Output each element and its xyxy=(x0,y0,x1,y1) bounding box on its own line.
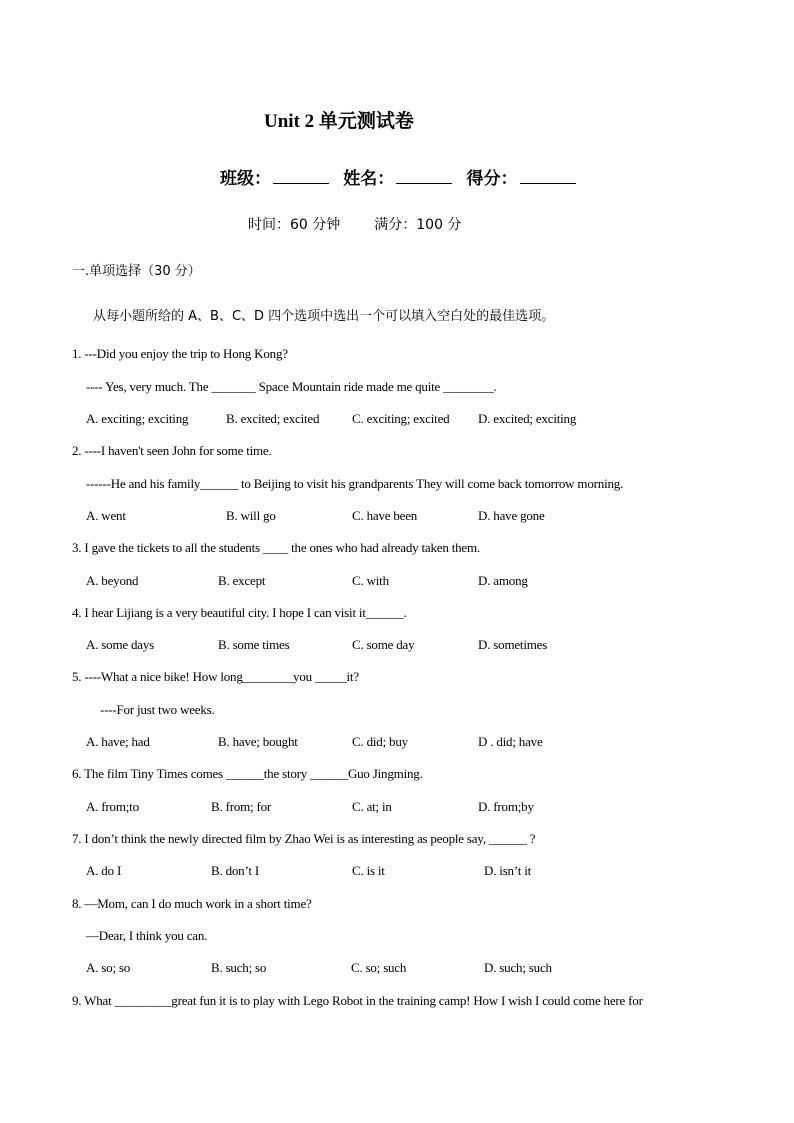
question-3-option-b: B. except xyxy=(218,573,266,588)
question-1-option-d: D. excited; exciting xyxy=(478,411,577,426)
question-8-option-a: A. so; so xyxy=(86,960,131,975)
question-1-option-a: A. exciting; exciting xyxy=(86,411,189,426)
question-2-stem: 2. ----I haven't seen John for some time. xyxy=(72,443,272,458)
question-8-option-c: C. so; such xyxy=(351,960,407,975)
name-label: 姓名： xyxy=(343,169,395,188)
question-1-option-b: B. excited; excited xyxy=(226,411,320,426)
question-1-line-2: ---- Yes, very much. The _______ Space Mountain ride made me quite ________. xyxy=(86,379,497,394)
score-label: 得分： xyxy=(466,169,518,188)
question-6-option-d: D. from;by xyxy=(478,799,534,814)
question-4-option-d: D. sometimes xyxy=(478,637,548,652)
question-6-option-a: A. from;to xyxy=(86,799,139,814)
score-blank xyxy=(520,169,576,184)
question-5-option-d: D . did; have xyxy=(478,734,543,749)
question-8-option-d: D. such; such xyxy=(484,960,552,975)
question-8-option-b: B. such; so xyxy=(211,960,267,975)
question-7-option-b: B. don’t I xyxy=(211,863,259,878)
section-title: 一.单项选择（30 分） xyxy=(72,264,201,279)
question-4-option-c: C. some day xyxy=(352,637,415,652)
class-blank xyxy=(273,169,329,184)
question-5-option-b: B. have; bought xyxy=(218,734,298,749)
full-marks: 满分：100 分 xyxy=(374,217,462,233)
student-info-line xyxy=(220,164,580,189)
question-6-stem: 6. The film Tiny Times comes ______the story ______Guo Jingming. xyxy=(72,766,423,781)
question-4-stem: 4. I hear Lijiang is a very beautiful city. I hope I can visit it______. xyxy=(72,605,407,620)
question-7-option-d: D. isn’t it xyxy=(484,863,532,878)
question-3-option-a: A. beyond xyxy=(86,573,139,588)
question-1-stem: 1. ---Did you enjoy the trip to Hong Kong? xyxy=(72,346,288,361)
question-2-option-b: B. will go xyxy=(226,508,276,523)
question-7-stem: 7. I don’t think the newly directed film by Zhao Wei is as interesting as people say, ______ ? xyxy=(72,831,536,846)
question-2-option-d: D. have gone xyxy=(478,508,545,523)
question-3-option-c: C. with xyxy=(352,573,389,588)
question-5-line-2: ----For just two weeks. xyxy=(100,702,215,717)
class-label: 班级： xyxy=(220,169,271,188)
question-2-line-2: ------He and his family______ to Beijing to visit his grandparents They will come back tomorrow morning. xyxy=(86,476,624,491)
question-2-option-c: C. have been xyxy=(352,508,418,523)
question-5-option-a: A. have; had xyxy=(86,734,150,749)
question-6-option-c: C. at; in xyxy=(352,799,392,814)
question-8-line-2: —Dear, I think you can. xyxy=(86,928,208,943)
question-1-option-c: C. exciting; excited xyxy=(352,411,450,426)
question-4-option-b: B. some times xyxy=(218,637,290,652)
page-title: Unit 2 单元测试卷 xyxy=(264,111,414,132)
exam-time: 时间：60 分钟 xyxy=(248,217,341,233)
question-4-option-a: A. some days xyxy=(86,637,155,652)
question-6-option-b: B. from; for xyxy=(211,799,272,814)
question-5-option-c: C. did; buy xyxy=(352,734,408,749)
question-7-option-c: C. is it xyxy=(352,863,385,878)
exam-time-line xyxy=(248,214,461,234)
question-3-option-d: D. among xyxy=(478,573,528,588)
question-2-option-a: A. went xyxy=(86,508,126,523)
question-9-stem: 9. What _________great fun it is to play with Lego Robot in the training camp! How I wish I could come here for xyxy=(72,993,643,1008)
section-instruction: 从每小题所给的 A、B、C、D 四个选项中选出一个可以填入空白处的最佳选项。 xyxy=(93,309,555,324)
question-8-stem: 8. —Mom, can I do much work in a short time? xyxy=(72,896,312,911)
question-3-stem: 3. I gave the tickets to all the students ____ the ones who had already taken them. xyxy=(72,540,480,555)
question-5-stem: 5. ----What a nice bike! How long________you _____it? xyxy=(72,669,359,684)
name-blank xyxy=(396,169,452,184)
question-7-option-a: A. do I xyxy=(86,863,122,878)
